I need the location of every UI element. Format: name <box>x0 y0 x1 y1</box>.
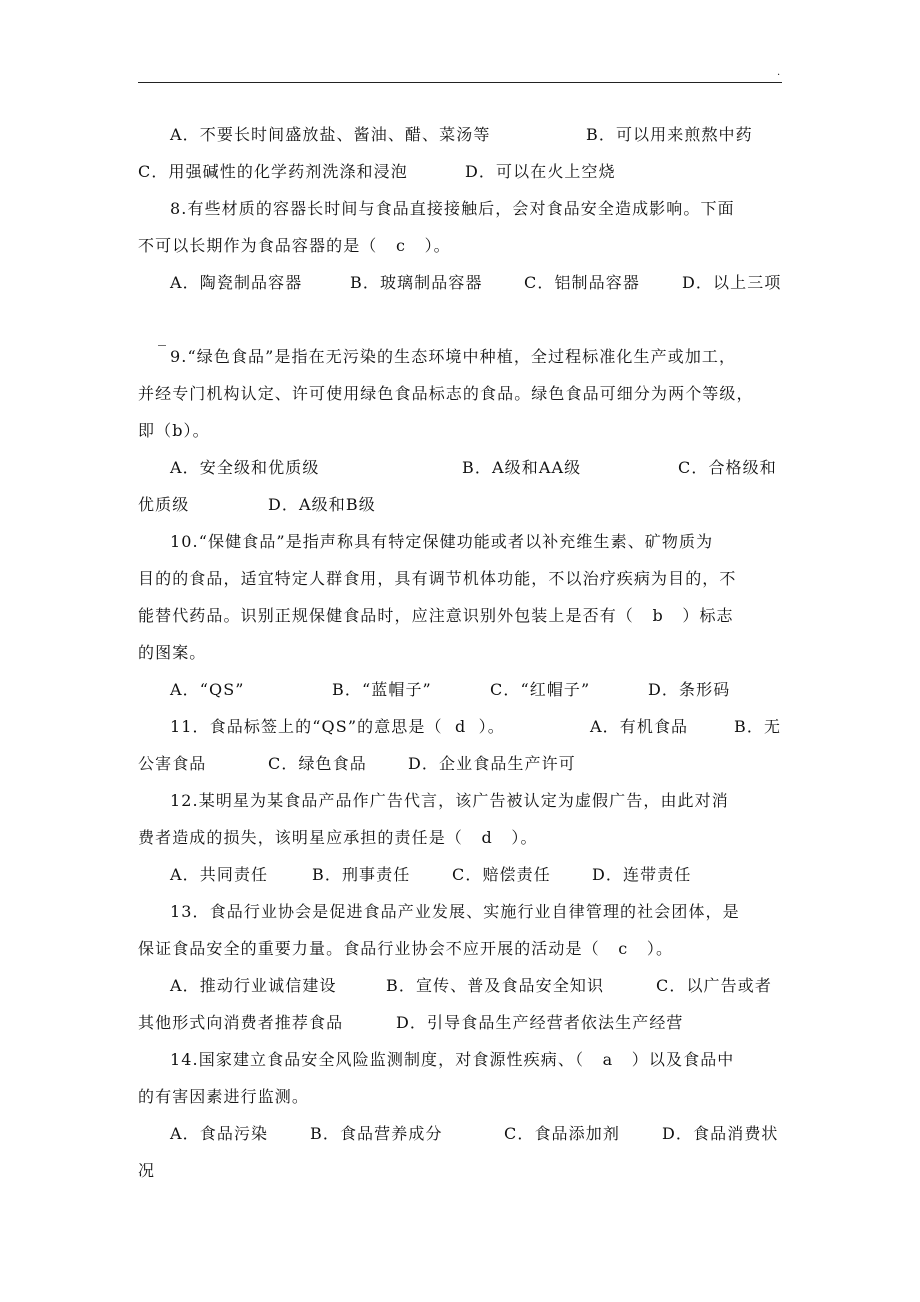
option-text: C．用强碱性的化学药剂洗涤和浸泡 <box>138 162 408 181</box>
question-8-text: 不可以长期作为食品容器的是（ c ）。 <box>138 236 451 255</box>
option-text: C．铝制品容器 <box>524 273 640 292</box>
option-text: D．引导食品生产经营者依法生产经营 <box>396 1013 684 1032</box>
question-10-text: 目的的食品，适宜特定人群食用，具有调节机体功能，不以治疗疾病为目的，不 <box>138 569 737 588</box>
option-text: B．可以用来煎熬中药 <box>586 125 753 144</box>
header-rule <box>138 82 782 83</box>
option-text: A．推动行业诚信建设 <box>170 976 337 995</box>
question-10-text: 能替代药品。识别正规保健食品时，应注意识别外包装上是否有（ b ）标志 <box>138 606 734 625</box>
option-text: A．共同责任 <box>170 865 269 884</box>
option-text: B．刑事责任 <box>312 865 411 884</box>
question-11-text: 11．食品标签上的“QS”的意思是（ d ）。 <box>170 717 505 736</box>
option-text: A．安全级和优质级 <box>170 458 320 477</box>
question-9-text: 9.“绿色食品”是指在无污染的生态环境中种植，全过程标准化生产或加工， <box>170 347 737 366</box>
option-text: 其他形式向消费者推荐食品 <box>138 1013 344 1032</box>
option-text: C．合格级和 <box>678 458 777 477</box>
option-text: B．玻璃制品容器 <box>350 273 483 292</box>
option-text: B．“蓝帽子” <box>332 680 432 699</box>
option-text: D．以上三项 <box>682 273 782 292</box>
question-12-text: 费者造成的损失，该明星应承担的责任是（ d ）。 <box>138 828 538 847</box>
option-text: C．绿色食品 <box>268 754 367 773</box>
option-text: C．以广告或者 <box>656 976 772 995</box>
option-text: A．“QS” <box>170 680 245 699</box>
option-text: 公害食品 <box>138 754 207 773</box>
question-12-text: 12.某明星为某食品产品作广告代言，该广告被认定为虚假广告，由此对消 <box>170 791 729 810</box>
question-13-text: 保证食品安全的重要力量。食品行业协会不应开展的活动是（ c ）。 <box>138 939 674 958</box>
option-text: A．陶瓷制品容器 <box>170 273 303 292</box>
question-14-text: 14.国家建立食品安全风险监测制度，对食源性疾病、（ a ）以及食品中 <box>170 1050 735 1069</box>
option-text: D．企业食品生产许可 <box>408 754 576 773</box>
option-text: B．宣传、普及食品安全知识 <box>386 976 605 995</box>
option-text: B．食品营养成分 <box>310 1124 443 1143</box>
option-text: D．可以在火上空烧 <box>465 162 616 181</box>
option-text: A．食品污染 <box>170 1124 269 1143</box>
option-text: C．食品添加剂 <box>504 1124 620 1143</box>
question-10-text: 10.“保健食品”是指声称具有特定保健功能或者以补充维生素、矿物质为 <box>170 532 714 551</box>
option-text: D．条形码 <box>648 680 731 699</box>
option-text: 优质级 <box>138 495 190 514</box>
option-text: D．连带责任 <box>592 865 692 884</box>
option-text: B．无 <box>734 717 782 736</box>
question-9-text: 并经专门机构认定、许可使用绿色食品标志的食品。绿色食品可细分为两个等级， <box>138 384 754 403</box>
option-text: D．食品消费状 <box>662 1124 779 1143</box>
question-13-text: 13．食品行业协会是促进食品产业发展、实施行业自律管理的社会团体，是 <box>170 902 740 921</box>
header-dot: . <box>777 67 781 78</box>
option-text: A．有机食品 <box>590 717 689 736</box>
question-9-text: 即（b）。 <box>138 421 210 440</box>
question-8-text: 8.有些材质的容器长时间与食品直接接触后，会对食品安全造成影响。下面 <box>170 199 735 218</box>
option-text: C．赔偿责任 <box>452 865 551 884</box>
question-10-text: 的图案。 <box>138 643 207 662</box>
option-text: D．A级和B级 <box>268 495 376 514</box>
option-text: C．“红帽子” <box>490 680 591 699</box>
question-14-text: 的有害因素进行监测。 <box>138 1087 310 1106</box>
stray-underscore: _ <box>158 327 166 346</box>
option-text: 况 <box>138 1161 156 1180</box>
option-text: B．A级和AA级 <box>462 458 582 477</box>
option-text: A．不要长时间盛放盐、酱油、醋、菜汤等 <box>170 125 491 144</box>
